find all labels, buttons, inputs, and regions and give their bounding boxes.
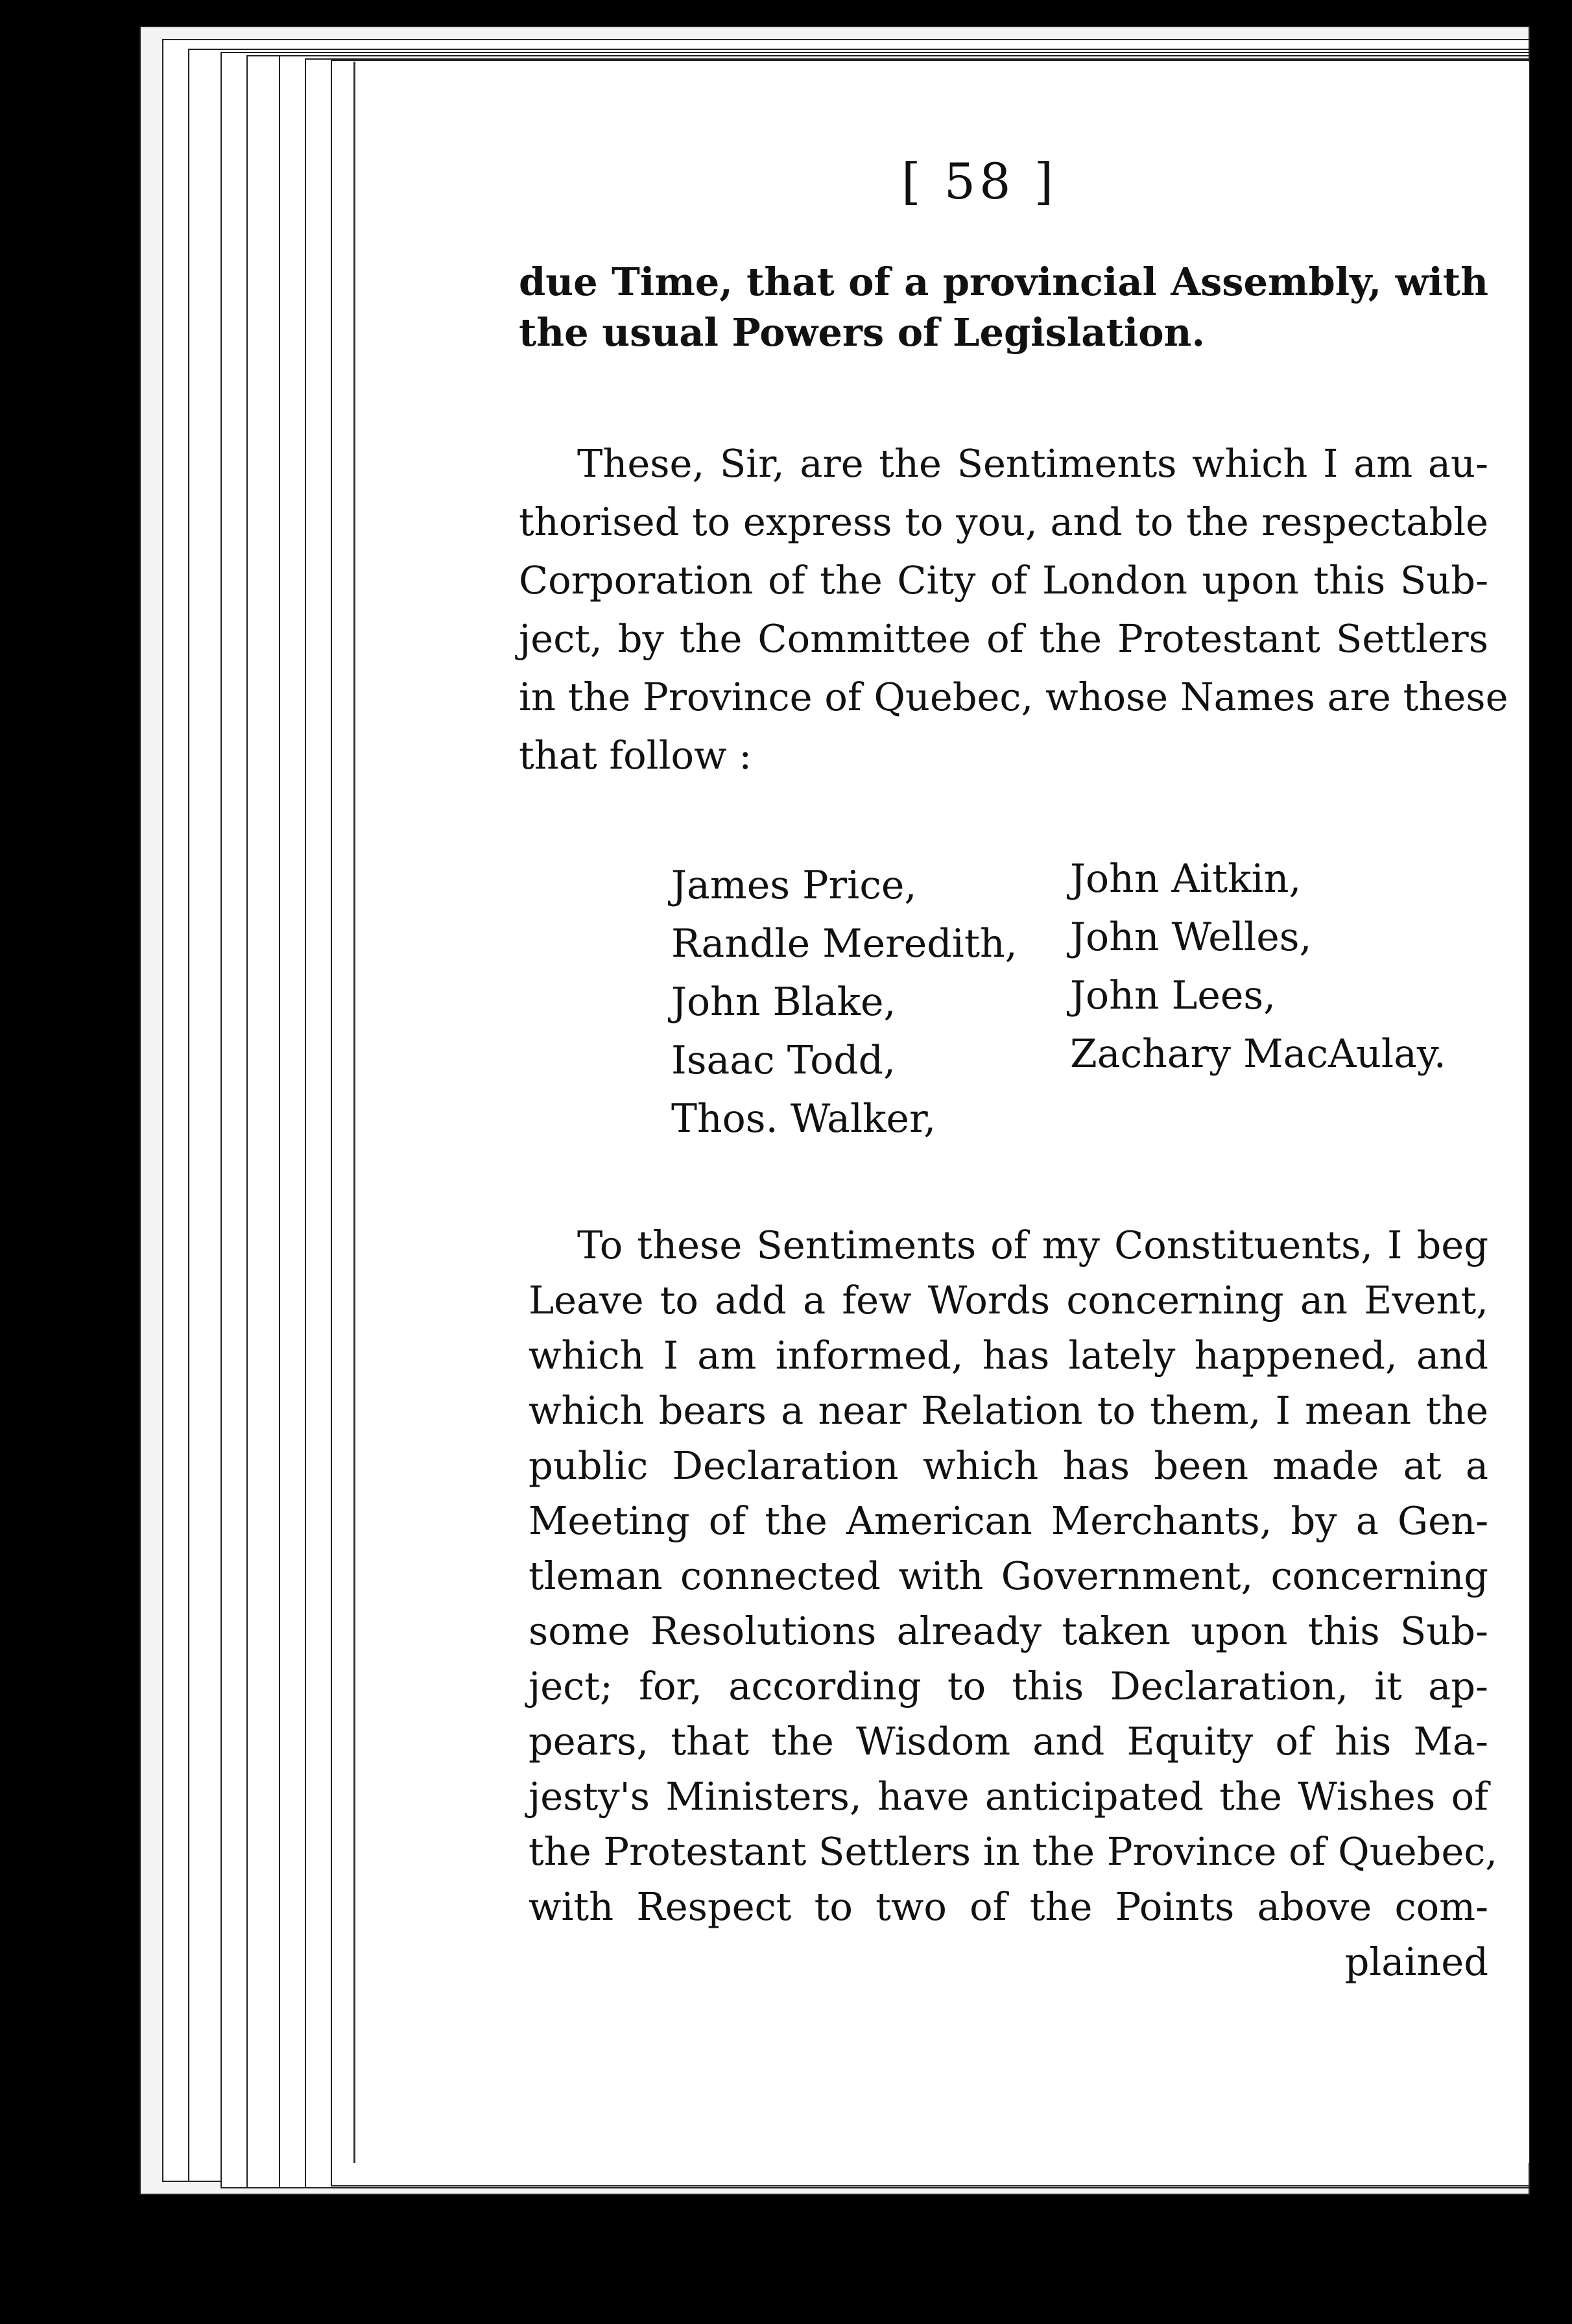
text-line: These, Sir, are the Sentiments which I am au- [577,441,1488,486]
catchword: plained [1344,1939,1488,1984]
text-line: which I am informed, has lately happened, and [529,1333,1488,1378]
signatory-name: John Aitkin, [1070,856,1302,902]
signatory-name: Isaac Todd, [671,1038,896,1083]
page-number: [ 58 ] [901,152,1058,210]
signatory-name: John Lees, [1070,973,1276,1018]
text-line: thorised to express to you, and to the respectable [519,499,1488,544]
text-line: To these Sentiments of my Constituents, I beg [577,1223,1488,1267]
text-line: that follow : [519,733,752,778]
text-line: Meeting of the American Merchants, by a Gen- [529,1498,1488,1543]
text-line: in the Province of Quebec, whose Names are these [519,675,1508,719]
text-line: ject, by the Committee of the Protestant Settlers [519,616,1488,661]
text-line: public Declaration which has been made at a [529,1443,1488,1488]
bleed-through [355,62,1572,2324]
signatory-name: John Blake, [671,979,896,1025]
text-line: the Protestant Settlers in the Province of Quebec, [529,1829,1498,1874]
text-line: jesty's Ministers, have anticipated the Wishes of [529,1774,1488,1819]
signatories-right [1070,850,1446,1083]
signatory-name: James Price, [671,863,917,908]
text-line: ject; for, according to this Declaration, it ap- [529,1664,1488,1708]
text-line: pears, that the Wisdom and Equity of his Ma- [529,1719,1488,1764]
text-line: tleman connected with Government, concerning [529,1553,1488,1598]
signatory-name: Zachary MacAulay. [1070,1031,1446,1077]
signatory-name: Thos. Walker, [671,1096,936,1142]
text-line: some Resolutions already taken upon this Sub- [529,1609,1488,1653]
text-line: with Respect to two of the Points above com- [529,1884,1488,1929]
text-line: which bears a near Relation to them, I mean the [529,1388,1488,1433]
text-line: the usual Powers of Legislation. [519,310,1205,355]
signatories-left [671,856,1018,1148]
signatory-name: John Welles, [1070,915,1312,960]
signatory-name: Randle Meredith, [671,921,1018,966]
text-line: due Time, that of a provincial Assembly, with [519,259,1488,304]
text-line: Leave to add a few Words concerning an Event, [529,1278,1488,1323]
text-line: Corporation of the City of London upon this Sub- [519,558,1488,603]
